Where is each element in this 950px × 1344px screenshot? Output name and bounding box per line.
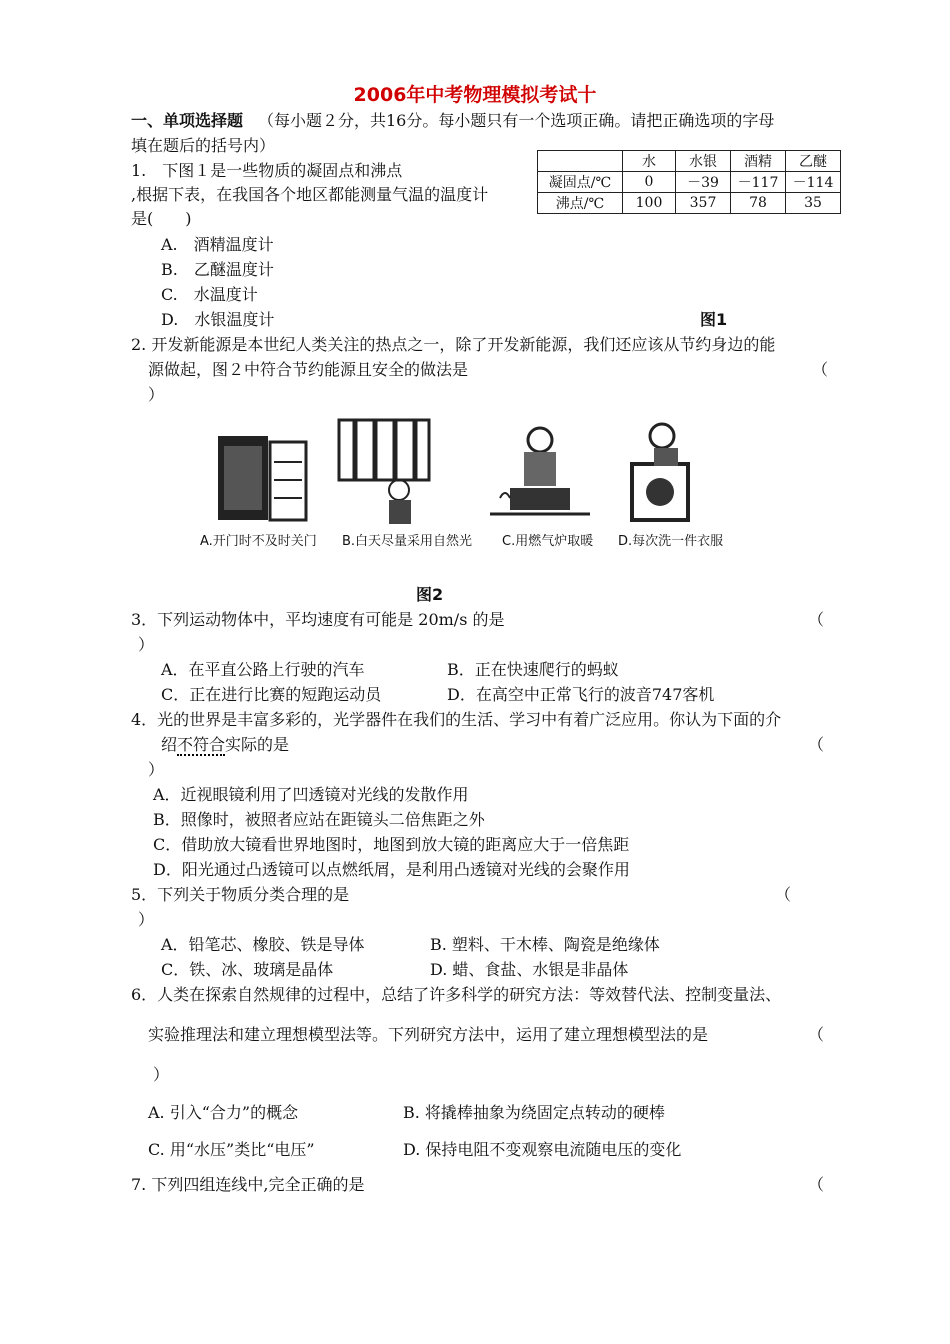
table-cell: 357: [676, 193, 731, 214]
table-header-row: [538, 151, 841, 172]
q4-line2-pre: 绍: [161, 735, 178, 754]
section-note-line2: 填在题后的括号内）: [131, 136, 276, 155]
table-cell: 凝固点/℃: [538, 172, 623, 193]
washing-machine-illustration: [610, 418, 730, 528]
q4-option-b: B．照像时，被照者应站在距镜头二倍焦距之外: [153, 810, 485, 829]
window-sunlight-illustration: [335, 418, 455, 528]
q6-option-b: B. 将撬棒抽象为绕固定点转动的硬棒: [403, 1103, 665, 1122]
q6-line1: 6．人类在探索自然规律的过程中，总结了许多科学的研究方法：等效替代法、控制变量法、: [131, 985, 782, 1004]
q6-line2: 实验推理法和建立理想模型法等。下列研究方法中，运用了建立理想模型法的是: [148, 1025, 709, 1044]
section-note-line1: （每小题２分，共16分。每小题只有一个选项正确。请把正确选项的字母: [258, 111, 775, 130]
q2-line2: 源做起，图２中符合节约能源且安全的做法是: [148, 360, 469, 379]
q3-option-a: A．在平直公路上行驶的汽车: [161, 660, 365, 679]
table-cell: 100: [623, 193, 676, 214]
table-row: [538, 172, 841, 193]
q4-option-a: A．近视眼镜利用了凹透镜对光线的发散作用: [153, 785, 469, 804]
q1-option-c: C. 水温度计: [161, 285, 258, 304]
q1-line1: 1. 下图１是一些物质的凝固点和沸点: [131, 161, 403, 180]
q3-line1: 3．下列运动物体中，平均速度有可能是 20m/s 的是: [131, 610, 505, 629]
q3-option-d: D．在高空中正常飞行的波音747客机: [447, 685, 715, 704]
table-cell: 0: [623, 172, 676, 193]
page-title: 2006年中考物理模拟考试十: [353, 84, 597, 106]
freezing-boiling-table: [537, 150, 841, 214]
q3-paren-open: （: [808, 610, 825, 629]
q4-line1: 4．光的世界是丰富多彩的，光学器件在我们的生活、学习中有着广泛应用。你认为下面的介: [131, 710, 782, 729]
figure2-caption-d: D.每次洗一件衣服: [618, 534, 724, 549]
q1-line3: 是( ): [131, 209, 192, 228]
q4-option-c: C．借助放大镜看世界地图时，地图到放大镜的距离应大于一倍焦距: [153, 835, 630, 854]
q5-option-c: C．铁、冰、玻璃是晶体: [161, 960, 334, 979]
q2-paren-close: ）: [148, 385, 165, 404]
table-cell: 35: [786, 193, 841, 214]
q5-option-b: B. 塑料、干木棒、陶瓷是绝缘体: [430, 935, 660, 954]
q6-option-a: A. 引入“合力”的概念: [148, 1103, 299, 1122]
figure2-caption-b: B.白天尽量采用自然光: [342, 534, 473, 549]
q5-line1: 5．下列关于物质分类合理的是: [131, 885, 350, 904]
q5-paren-open: （: [775, 885, 792, 904]
table-cell: －117: [731, 172, 786, 193]
table-cell: 水: [623, 151, 676, 172]
q3-option-c: C．正在进行比赛的短跑运动员: [161, 685, 382, 704]
table-cell: 水银: [676, 151, 731, 172]
q1-option-a: A. 酒精温度计: [161, 235, 274, 254]
table-cell: 沸点/℃: [538, 193, 623, 214]
q3-option-b: B．正在快速爬行的蚂蚁: [447, 660, 619, 679]
q4-option-d: D．阳光通过凸透镜可以点燃纸屑，是利用凸透镜对光线的会聚作用: [153, 860, 630, 879]
q3-paren-close: ）: [138, 635, 155, 654]
table-cell: [538, 151, 623, 172]
figure2-label: 图2: [416, 585, 444, 604]
figure1-label: 图1: [700, 310, 728, 329]
q6-option-d: D. 保持电阻不变观察电流随电压的变化: [403, 1140, 682, 1159]
open-fridge-illustration: [210, 418, 330, 528]
q5-option-d: D. 蜡、食盐、水银是非晶体: [430, 960, 629, 979]
q4-paren-close: ）: [148, 760, 165, 779]
q4-emphasis-not: 不符合: [177, 735, 226, 754]
figure2-illustrations: [200, 418, 740, 549]
q1-option-b: B. 乙醚温度计: [161, 260, 274, 279]
q4-line2-post: 实际的是: [225, 735, 290, 754]
q1-option-d: D. 水银温度计: [161, 310, 275, 329]
table-cell: 78: [731, 193, 786, 214]
q4-paren-open: （: [808, 735, 825, 754]
q7-paren-open: （: [808, 1175, 825, 1194]
q5-option-a: A．铅笔芯、橡胶、铁是导体: [161, 935, 365, 954]
q2-line1: 2. 开发新能源是本世纪人类关注的热点之一，除了开发新能源，我们还应该从节约身边的能: [131, 335, 776, 354]
q4-line2: [161, 732, 289, 755]
q1-line2: ,根据下表，在我国各个地区都能测量气温的温度计: [131, 185, 489, 204]
table-cell: －39: [676, 172, 731, 193]
table-cell: 乙醚: [786, 151, 841, 172]
q6-paren-open: （: [808, 1025, 825, 1044]
gas-stove-heating-illustration: [480, 418, 600, 528]
figure2-caption-a: A.开门时不及时关门: [200, 534, 317, 549]
table-cell: 酒精: [731, 151, 786, 172]
table-row: [538, 193, 841, 214]
q6-option-c: C. 用“水压”类比“电压”: [148, 1140, 315, 1159]
q6-paren-close: ）: [153, 1065, 170, 1084]
section-heading: 一、单项选择题: [131, 111, 244, 130]
figure2-caption-c: C.用燃气炉取暖: [502, 534, 594, 549]
q2-paren-open: （: [812, 360, 829, 379]
q7-line1: 7. 下列四组连线中,完全正确的是: [131, 1175, 365, 1194]
q5-paren-close: ）: [138, 910, 155, 929]
table-cell: －114: [786, 172, 841, 193]
